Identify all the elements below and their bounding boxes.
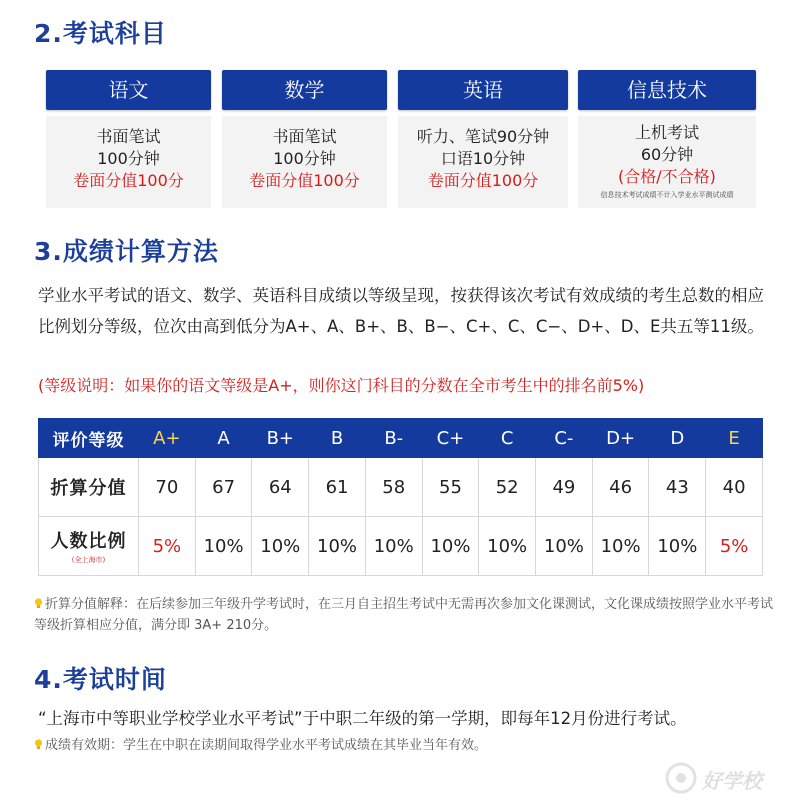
subject-name: 英语 [398, 70, 568, 110]
score-cell: 49 [536, 458, 593, 517]
subject-card-chinese [46, 70, 211, 208]
subject-line: 口语10分钟 [440, 149, 526, 168]
subject-note: 信息技术考试成绩不计入学业水平测试成绩 [600, 191, 734, 199]
section-4-title: 4.考试时间 [34, 665, 167, 694]
subject-name: 数学 [222, 70, 387, 110]
score-cell: 52 [479, 458, 536, 517]
grade-table [38, 418, 763, 576]
subject-score: 卷面分值100分 [249, 171, 360, 190]
subject-name: 信息技术 [578, 70, 756, 110]
watermark [662, 759, 782, 799]
subject-name: 语文 [46, 70, 211, 110]
validity-hint [34, 735, 774, 756]
ratio-cell: 10% [592, 517, 649, 576]
subjects-grid [46, 70, 756, 208]
grade-cell: D [649, 419, 706, 458]
exam-time-paragraph: “上海市中等职业学校学业水平考试”于中职二年级的第一学期，即每年12月份进行考试。 [38, 709, 687, 728]
grade-cell: A+ [139, 419, 196, 458]
grade-cell: E [706, 419, 763, 458]
score-cell: 43 [649, 458, 706, 517]
ratio-cell: 10% [649, 517, 706, 576]
subject-card-it [578, 70, 756, 208]
subject-details [398, 116, 568, 208]
ratio-cell: 10% [252, 517, 309, 576]
subject-line: 100分钟 [273, 149, 336, 168]
ratio-cell: 10% [479, 517, 536, 576]
score-cell: 67 [195, 458, 252, 517]
subject-card-math [222, 70, 387, 208]
grade-cell: C- [536, 419, 593, 458]
section-2-title: 2.考试科目 [34, 19, 167, 48]
lightbulb-icon [34, 739, 43, 750]
subject-line: 书面笔试 [96, 127, 161, 146]
subject-details [578, 116, 756, 208]
subject-card-english [398, 70, 568, 208]
grade-note: (等级说明：如果你的语文等级是A+，则你这门科目的分数在全市考生中的排名前5%) [38, 376, 645, 395]
watermark-logo-icon [664, 761, 698, 795]
grade-header-row [39, 419, 763, 458]
score-cell: 46 [592, 458, 649, 517]
grade-cell: B [309, 419, 366, 458]
ratio-cell: 5% [706, 517, 763, 576]
score-cell: 70 [139, 458, 196, 517]
subject-line: 100分钟 [97, 149, 160, 168]
section-3-title: 3.成绩计算方法 [34, 237, 219, 266]
score-cell: 61 [309, 458, 366, 517]
grading-paragraph: 学业水平考试的语文、数学、英语科目成绩以等级呈现，按获得该次考试有效成绩的考生总数的相应比例划分等级，位次由高到低分为A+、A、B+、B、B−、C+、C、C−、D+、D、E共五等11级。 [38, 286, 764, 336]
ratio-cell: 10% [195, 517, 252, 576]
ratio-cell: 5% [139, 517, 196, 576]
subject-score: (合格/不合格) [618, 167, 716, 186]
hint-text: 折算分值解释：在后续参加三年级升学考试时，在三月自主招生考试中无需再次参加文化课测试，文化课成绩按照学业水平考试等级折算相应分值，满分即 3A+ 210分。 [34, 597, 774, 633]
grade-cell: C+ [422, 419, 479, 458]
ratio-row [39, 517, 763, 576]
lightbulb-icon [34, 598, 43, 609]
score-row [39, 458, 763, 517]
subject-line: 书面笔试 [272, 127, 337, 146]
grade-cell: B- [365, 419, 422, 458]
ratio-cell: 10% [365, 517, 422, 576]
watermark-text: 好学校 [702, 769, 762, 793]
header-label: 评价等级 [39, 419, 139, 458]
subject-line: 上机考试 [634, 123, 699, 142]
grade-cell: C [479, 419, 536, 458]
ratio-cell: 10% [422, 517, 479, 576]
score-cell: 55 [422, 458, 479, 517]
ratio-sublabel: (全上海市) [71, 556, 106, 564]
score-cell: 58 [365, 458, 422, 517]
subject-score: 卷面分值100分 [427, 171, 539, 190]
score-cell: 40 [706, 458, 763, 517]
score-conversion-hint [34, 594, 774, 636]
ratio-cell: 10% [309, 517, 366, 576]
ratio-cell: 10% [536, 517, 593, 576]
ratio-label-cell [39, 517, 139, 576]
subject-score: 卷面分值100分 [73, 171, 184, 190]
subject-details [222, 116, 387, 208]
score-label: 折算分值 [39, 458, 139, 517]
grade-cell: B+ [252, 419, 309, 458]
grade-cell: D+ [592, 419, 649, 458]
subject-line: 60分钟 [640, 145, 694, 164]
subject-line: 听力、笔试90分钟 [416, 127, 550, 146]
subject-details [46, 116, 211, 208]
grade-cell: A [195, 419, 252, 458]
ratio-label: 人数比例 [50, 531, 127, 552]
score-cell: 64 [252, 458, 309, 517]
hint-text: 成绩有效期：学生在中职在读期间取得学业水平考试成绩在其毕业当年有效。 [45, 738, 488, 753]
